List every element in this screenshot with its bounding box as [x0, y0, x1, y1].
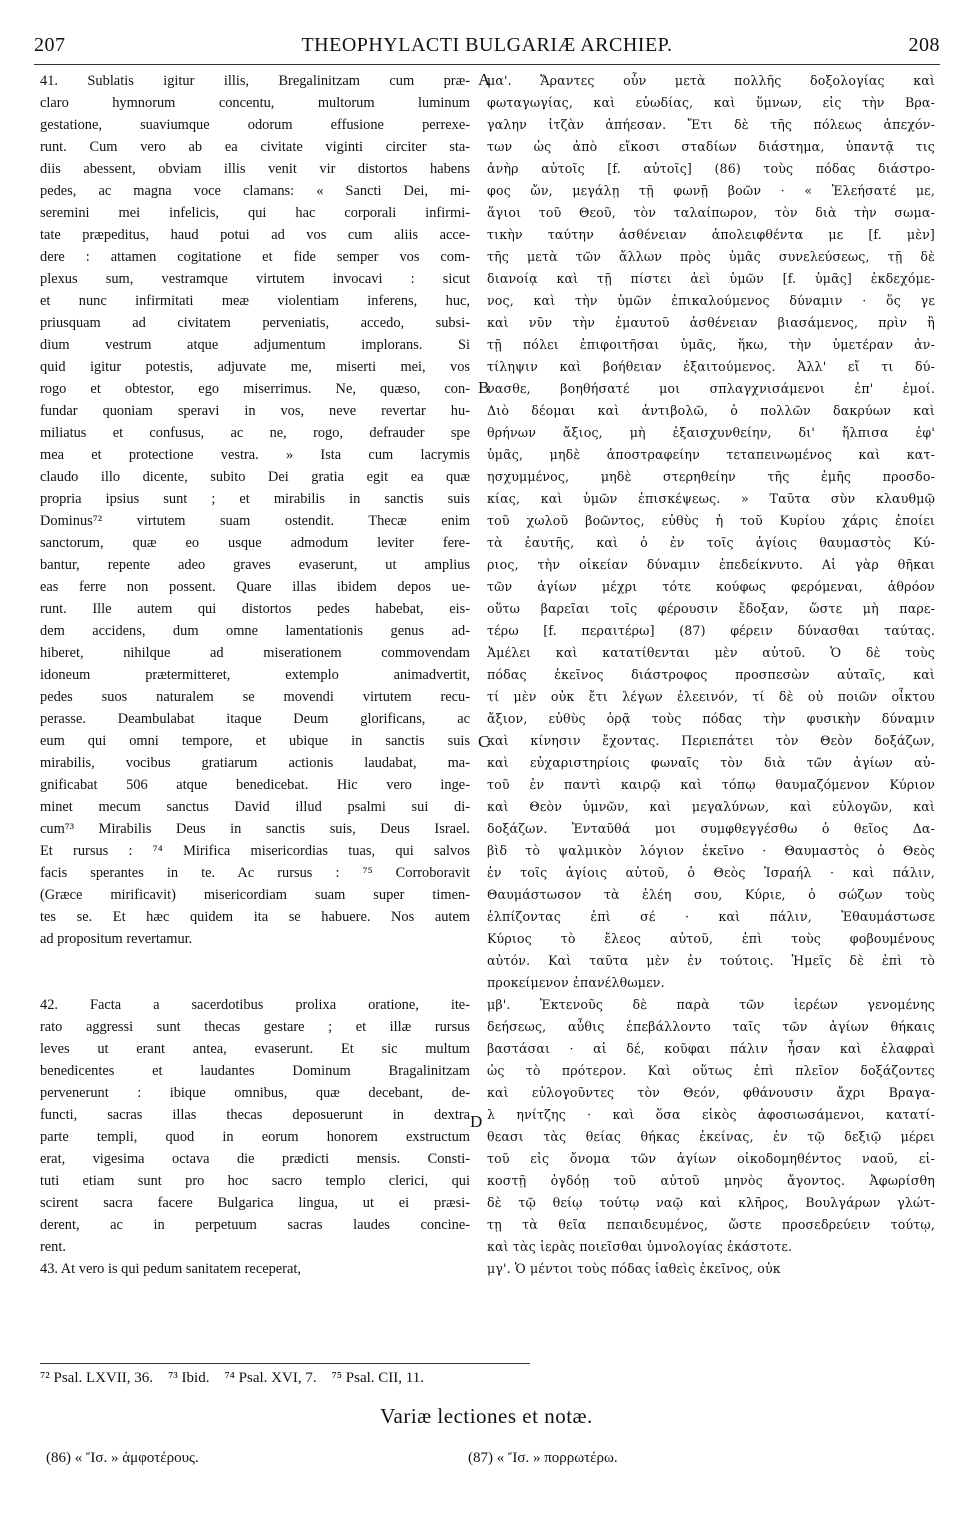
- margin-marker-a: A: [478, 70, 491, 89]
- greek-text-line: τοῦ χωλοῦ βοῶντος, εὐθὺς ἡ τοῦ Κυρίου χάρις ἐποίει: [487, 513, 935, 528]
- greek-text-line: καὶ εὐλογοῦντες τὸν Θεόν, φθάνουσιν ἄχρι Βραγα-: [487, 1085, 935, 1100]
- footnote: ⁷² Psal. LXVII, 36.: [40, 1370, 154, 1386]
- greek-text-line: καὶ νῦν τὴν ἐμαυτοῦ ἀσθένειαν βιασάμενος, πρὶν ἢ: [487, 315, 935, 330]
- greek-text-line: διανοίᾳ καὶ τῇ πίστει ἀεὶ ὑμῶν [f. ὑμᾶς] ἐκδεχόμε-: [487, 271, 935, 286]
- latin-text-line: [40, 972, 470, 994]
- greek-text-line: νασθε, βοηθήσατέ μοι σπλαγχνισάμενοι ἐπ' ἐμοί.: [487, 381, 935, 396]
- greek-text-line: ἄξιον, εὐθὺς ὁρᾷ τοὺς πόδας τὴν φυσικὴν δύναμιν: [487, 711, 935, 726]
- greek-text-line: καὶ εὐχαριστηρίοις φωναῖς τὸν διὰ τῶν ἁγίων αὐ-: [487, 755, 935, 770]
- greek-text-line: τίληψιν καὶ βοήθειαν ἐξαιτούμενος. Ἀλλ' εἴ τι δύ-: [487, 359, 935, 374]
- greek-text-line: ἐλπίζοντας ἐπὶ σέ · καὶ πάλιν, Ἐθαυμάστωσε: [487, 909, 935, 924]
- latin-text-line: minet mecum sanctus David illud psalmi sui di-: [40, 799, 470, 815]
- greek-text-line: καὶ Θεὸν ὑμνῶν, καὶ μεγαλύνων, καὶ εὐλογῶν, καὶ: [487, 799, 935, 814]
- variae-lectiones-title: Variæ lectiones et notæ.: [380, 1404, 593, 1428]
- greek-text-line: Θαυμάστωσον τὰ ἐλέη σου, Κύριε, ὁ σώζων τοὺς: [487, 887, 935, 902]
- latin-text-line: pervenerunt : ibique omnibus, quæ decebant, de-: [40, 1085, 470, 1101]
- latin-text-line: diis abessent, obviam illis venit vir distortos habens: [40, 161, 470, 177]
- greek-text-line: γαλην ἰτζὰν ἀπήεσαν. Ἔτι δὲ τῆς πόλεως ἀπεχόν-: [487, 117, 935, 132]
- greek-text-line: μβ'. Ἐκτενοῦς δὲ παρὰ τῶν ἱερέων γενομένης: [487, 997, 935, 1012]
- greek-text-line: τῃ τὰ θεῖα πεπαιδευμένος, ὥστε προσεδρεύειν τούτῳ,: [487, 1217, 935, 1232]
- latin-text-line: 41. Sublatis igitur illis, Bregalinitzam cum præ-: [40, 73, 470, 89]
- latin-text-line: hiberet, nihilque ad miserationem commovendam: [40, 645, 470, 661]
- latin-text-line: (Græce mirificavit) misericordiam suam super timen-: [40, 887, 470, 903]
- latin-text-line: tes se. Et hæc quidem ita se habuere. Nos autem: [40, 909, 470, 925]
- greek-text-line: τῇ πόλει ἐπιφοιτῆσαι ὑμᾶς, ἥκω, τὴν ὑμετέραν ἀν-: [487, 337, 935, 352]
- greek-text-line: Κύριος τὸ ἔλεος αὐτοῦ, ἐπὶ τοὺς φοβουμένους: [487, 931, 935, 946]
- greek-text-line: Ἀμέλει καὶ κατατίθενται μὲν αὐτοῦ. Ὁ δὲ τοὺς: [487, 645, 935, 660]
- footnote-rule: [40, 1363, 530, 1364]
- margin-marker-b: B: [478, 378, 490, 397]
- right-page-number: 208: [908, 34, 940, 56]
- greek-text-line: βὶδ τὸ ψαλμικὸν λόγιον ἐκεῖνο · Θαυμαστὸς ὁ Θεὸς: [487, 843, 935, 858]
- margin-marker-c: C: [478, 732, 490, 751]
- latin-text-line: runt. Ille autem qui distortos pedes habebat, eis-: [40, 601, 470, 617]
- greek-text-line: θεασι τὰς θείας θήκας ἐκείνας, ἐν τῷ δεξιῷ μέρει: [487, 1129, 935, 1144]
- greek-text-line: Διὸ δέομαι καὶ ἀντιβολῶ, ὁ πολλῶν δακρύων καὶ: [487, 403, 935, 418]
- latin-text-line: perasse. Deambulabat itaque Deum glorificans, ac: [40, 711, 470, 727]
- greek-text-line: τέρω [f. περαιτέρω] (87) φέρειν δύνασθαι ταύτας.: [487, 623, 935, 638]
- latin-text-line: eas ferre non possent. Quare illas ibidem depos ue-: [40, 579, 470, 595]
- latin-text-line: 43. At vero is qui pedum sanitatem receperat,: [40, 1261, 301, 1277]
- greek-text-line: ἐν τοῖς ἁγίοις αὐτοῦ, ὁ Θεὸς Ἰσραήλ · καὶ πάλιν,: [487, 865, 935, 880]
- greek-text-line: δεήσεως, αὖθις ἐπεβάλλοντο ταῖς τῶν ἁγίων θήκαις: [487, 1019, 935, 1034]
- latin-text-line: gestatione, suaviumque odorum effusione perrexe-: [40, 117, 470, 133]
- greek-text-line: των ὡς ἀπὸ εἴκοσι σταδίων διάστημα, ὑπαντᾷ τις: [487, 139, 935, 154]
- latin-text-line: bantur, repente adeo graves evaserunt, ut amplius: [40, 557, 470, 573]
- latin-text-line: rent.: [40, 1239, 66, 1255]
- latin-text-line: benedicentes et laudantes Dominum Bragalinitzam: [40, 1063, 470, 1079]
- latin-text-line: cum⁷³ Mirabilis Deus in sanctis suis, Deus Israel.: [40, 821, 470, 837]
- left-page-number: 207: [34, 34, 66, 56]
- latin-text-line: gnificabat 506 atque benedicebat. Hic vero inge-: [40, 777, 470, 793]
- latin-text-line: priusquam ad civitatem perveniatis, accedo, subsi-: [40, 315, 470, 331]
- latin-text-line: plexus sum, vestramque virtutem invocavi : sicut: [40, 271, 470, 287]
- latin-text-line: sanctorum, quæ eo usque admodum leviter fere-: [40, 535, 470, 551]
- latin-text-line: leves ut erant antea, evaserunt. Et sic multum: [40, 1041, 470, 1057]
- latin-text-line: erat, vigesima octava die prædicti mensis. Consti-: [40, 1151, 470, 1167]
- variant-note-87: (87) « Ἴσ. » πορρωτέρω.: [468, 1450, 618, 1466]
- greek-text-line: νος, καὶ τὴν ὑμῶν ἐπικαλούμενος δύναμιν · ὅς γε: [487, 293, 935, 308]
- latin-text-line: parte templi, quod in eorum honorem exstructum: [40, 1129, 470, 1145]
- latin-text-line: ad propositum revertamur.: [40, 931, 193, 947]
- greek-text-line: καὶ τὰς ἱερὰς ποιεῖσθαι ὑμνολογίας ἑκάστοτε.: [487, 1239, 793, 1254]
- greek-text-line: αὐτόν. Καὶ ταῦτα μὲν ἐν τούτοις. Ἡμεῖς δὲ ἐπὶ τὸ: [487, 953, 935, 968]
- greek-text-line: μα'. Ἄραντες οὖν μετὰ πολλῆς δοξολογίας καὶ: [487, 73, 935, 88]
- latin-text-line: mea et protectione vestra. » Ista cum lacrymis: [40, 447, 470, 463]
- greek-text-line: βαστάσαι · αἱ δέ, κοῦφαι πάλιν ἦσαν καὶ ἐλαφραὶ: [487, 1041, 935, 1056]
- greek-text-line: ησχυμμένος, μηδὲ στερηθείην τῆς ἐμῆς προσδο-: [487, 469, 935, 484]
- greek-text-line: τικὴν ταύτην ἀσθένειαν ἀπολειφθέντα με [f. μὲν]: [487, 227, 935, 242]
- greek-text-line: φωταγωγίας, καὶ εὐωδίας, καὶ ὕμνων, εἰς τὴν Βρα-: [487, 95, 935, 110]
- footnote: ⁷⁴ Psal. XVI, 7.: [224, 1370, 317, 1386]
- greek-text-line: λ ηνίτζης · καὶ ὅσα εἰκὸς ἀφοσιωσάμενοι, κατατί-: [487, 1107, 935, 1122]
- latin-text-line: miliatus et confusus, ac ne, rogo, defrauder spe: [40, 425, 470, 441]
- greek-text-line: τὰ ἑαυτῆς, καὶ ὁ ἐν τοῖς ἁγίοις θαυμαστὸς Κύ-: [487, 535, 935, 550]
- footnote: ⁷³ Ibid.: [168, 1370, 210, 1386]
- greek-text-line: τί μὲν οὐκ ἔτι λέγων ἐλεεινόν, τί δὲ οὐ ποιῶν οἶκτου: [487, 689, 935, 704]
- latin-text-line: dem accidens, dum omne lamentationis genus ad-: [40, 623, 470, 639]
- footnotes: [40, 1370, 940, 1387]
- greek-text-line: τῆς μετὰ τῶν ἄλλων πρὸς ὑμᾶς συνελεύσεως, τῇ δὲ: [487, 249, 935, 264]
- latin-text-line: [40, 950, 470, 972]
- greek-text-line: τοῦ εἰς ὄνομα τῶν ἁγίων οἰκοδομηθέντος ναοῦ, εἰ-: [487, 1151, 935, 1166]
- greek-text-line: τοῦ ἐν παντὶ καιρῷ καὶ τόπῳ θαυμαζόμενον Κύριον: [487, 777, 935, 792]
- latin-text-line: scirent sacra facere Bulgarica lingua, ut ei præsi-: [40, 1195, 470, 1211]
- greek-column: [487, 70, 935, 1280]
- latin-text-line: quid igitur potestis, adjuvate me, miserti mei, vos: [40, 359, 470, 375]
- greek-text-line: καὶ κίνησιν ἔχοντας. Περιεπάτει τὸν Θεὸν δοξάζων,: [487, 733, 935, 748]
- greek-text-line: μγ'. Ὁ μέντοι τοὺς πόδας ἰαθεὶς ἐκεῖνος, οὐκ: [487, 1261, 781, 1276]
- greek-text-line: ὑμᾶς, μηδὲ ἀποστραφείην τεταπεινωμένος καὶ κατ-: [487, 447, 935, 462]
- latin-text-line: claudo illo dicente, subito Dei gratia egit ea quæ: [40, 469, 470, 485]
- footnote: ⁷⁵ Psal. CII, 11.: [331, 1370, 424, 1386]
- greek-text-line: οὕτω βαρεῖαι τοῖς φέρουσιν ἔδοξαν, ὥστε μὴ παρε-: [487, 601, 935, 616]
- latin-text-line: mirabilis, vocibus gratiarum actionis laudabat, ma-: [40, 755, 470, 771]
- header-rule: [34, 64, 940, 65]
- greek-text-line: τῶν ἁγίων μέχρι τότε κούφως φερόμεναι, ἀθρόον: [487, 579, 935, 594]
- greek-text-line: ἅγιοι τοῦ Θεοῦ, τὸν ταλαίπωρον, τὸν διὰ τὴν σωμα-: [487, 205, 935, 220]
- latin-text-line: fundar quoniam speravi in vos, neve revertar hu-: [40, 403, 470, 419]
- latin-text-line: claro hymnorum concentu, multorum luminum: [40, 95, 470, 111]
- greek-text-line: ἀνὴρ αὐτοῖς [f. αὐτοῖς] (86) τοὺς πόδας διάστρο-: [487, 161, 935, 176]
- greek-text-line: κοστῇ ὀγδόῃ τοῦ αὐτοῦ μηνὸς ἄγοντος. Ἀφωρίσθη: [487, 1173, 935, 1188]
- running-header: [34, 34, 940, 60]
- latin-text-line: Et rursus : ⁷⁴ Mirifica misericordias tuas, qui salvos: [40, 843, 470, 859]
- latin-text-line: runt. Cum vero ab ea civitate viginti circiter sta-: [40, 139, 470, 155]
- latin-column: [40, 70, 470, 1280]
- greek-text-line: κίας, καὶ ὑμῶν ἐπισκέψεως. » Ταῦτα σὺν κλαυθμῷ: [487, 491, 935, 506]
- greek-text-line: δὲ τῷ θείῳ τούτῳ ναῷ καὶ κλῆρος, Βουλγάρων γλώτ-: [487, 1195, 935, 1210]
- variant-note-86: (86) « Ἴσ. » ἀμφοτέρους.: [46, 1450, 199, 1466]
- latin-text-line: tate præpeditus, haud potui ad vos cum aliis acce-: [40, 227, 470, 243]
- latin-text-line: dium vestrum atque adjumentum implorans. Si: [40, 337, 470, 353]
- latin-text-line: propria ipsius sunt ; et mirabilis in sanctis suis: [40, 491, 470, 507]
- latin-text-line: 42. Facta a sacerdotibus prolixa oratione, ite-: [40, 997, 470, 1013]
- latin-text-line: eum qui omni tempore, et ubique in sanctis suis: [40, 733, 470, 749]
- latin-text-line: pedes suos naturalem se movendi virtutem recu-: [40, 689, 470, 705]
- latin-text-line: tuti etiam sunt pro hoc sacro templo clerici, qui: [40, 1173, 470, 1189]
- latin-text-line: et nunc infirmitati meæ violentiam inferens, huc,: [40, 293, 470, 309]
- latin-text-line: rogo et obtestor, ego miserrimus. Ne, quæso, con-: [40, 381, 470, 397]
- latin-text-line: rato aggressi sunt thecas gestare ; et illæ rursus: [40, 1019, 470, 1035]
- running-title: THEOPHYLACTI BULGARIÆ ARCHIEP.: [301, 34, 673, 56]
- margin-marker-d: D: [470, 1112, 483, 1131]
- greek-text-line: δοξάζων. Ἐνταῦθά μοι συμφθεγγέσθω ὁ θεῖος Δα-: [487, 821, 935, 836]
- greek-text-line: πόδας ἐκεῖνος διάστροφος προσπεσὼν αὐταῖς, καὶ: [487, 667, 935, 682]
- greek-text-line: φος ὤν, μεγάλῃ τῇ φωνῇ βοῶν · « Ἐλεήσατέ με,: [487, 183, 935, 198]
- greek-text-line: θρήνων ἄξιος, μὴ ἐξαισχυνθείην, δι' ἤλπισα ἐφ': [487, 425, 935, 440]
- latin-text-line: derent, ac in perpetuum sacras laudes concine-: [40, 1217, 470, 1233]
- latin-text-line: pedes, ac magna voce clamans: « Sancti Dei, mi-: [40, 183, 470, 199]
- latin-text-line: functi, sacras illas thecas deposuerunt in dextra: [40, 1107, 470, 1123]
- latin-text-line: dere : attamen cogitatione et fide semper vos com-: [40, 249, 470, 265]
- latin-text-line: Dominus⁷² virtutem suam ostendit. Thecæ enim: [40, 513, 470, 529]
- latin-text-line: seremini mei infelicis, qui hac corporali infirmi-: [40, 205, 470, 221]
- greek-text-line: ριος, τὴν οἰκείαν δύναμιν ἐπεδείκνυτο. Αἱ γὰρ θῆκαι: [487, 557, 935, 572]
- latin-text-line: facis sperantes in te. Ac rursus : ⁷⁵ Corroboravit: [40, 865, 470, 881]
- greek-text-line: ὡς τὸ πρότερον. Καὶ οὕτως ἐπὶ πλεῖον δοξάζοντες: [487, 1063, 935, 1078]
- latin-text-line: idoneum prætermitteret, extemplo animadvertit,: [40, 667, 470, 683]
- greek-text-line: προκείμενον ἐπανέλθωμεν.: [487, 975, 665, 990]
